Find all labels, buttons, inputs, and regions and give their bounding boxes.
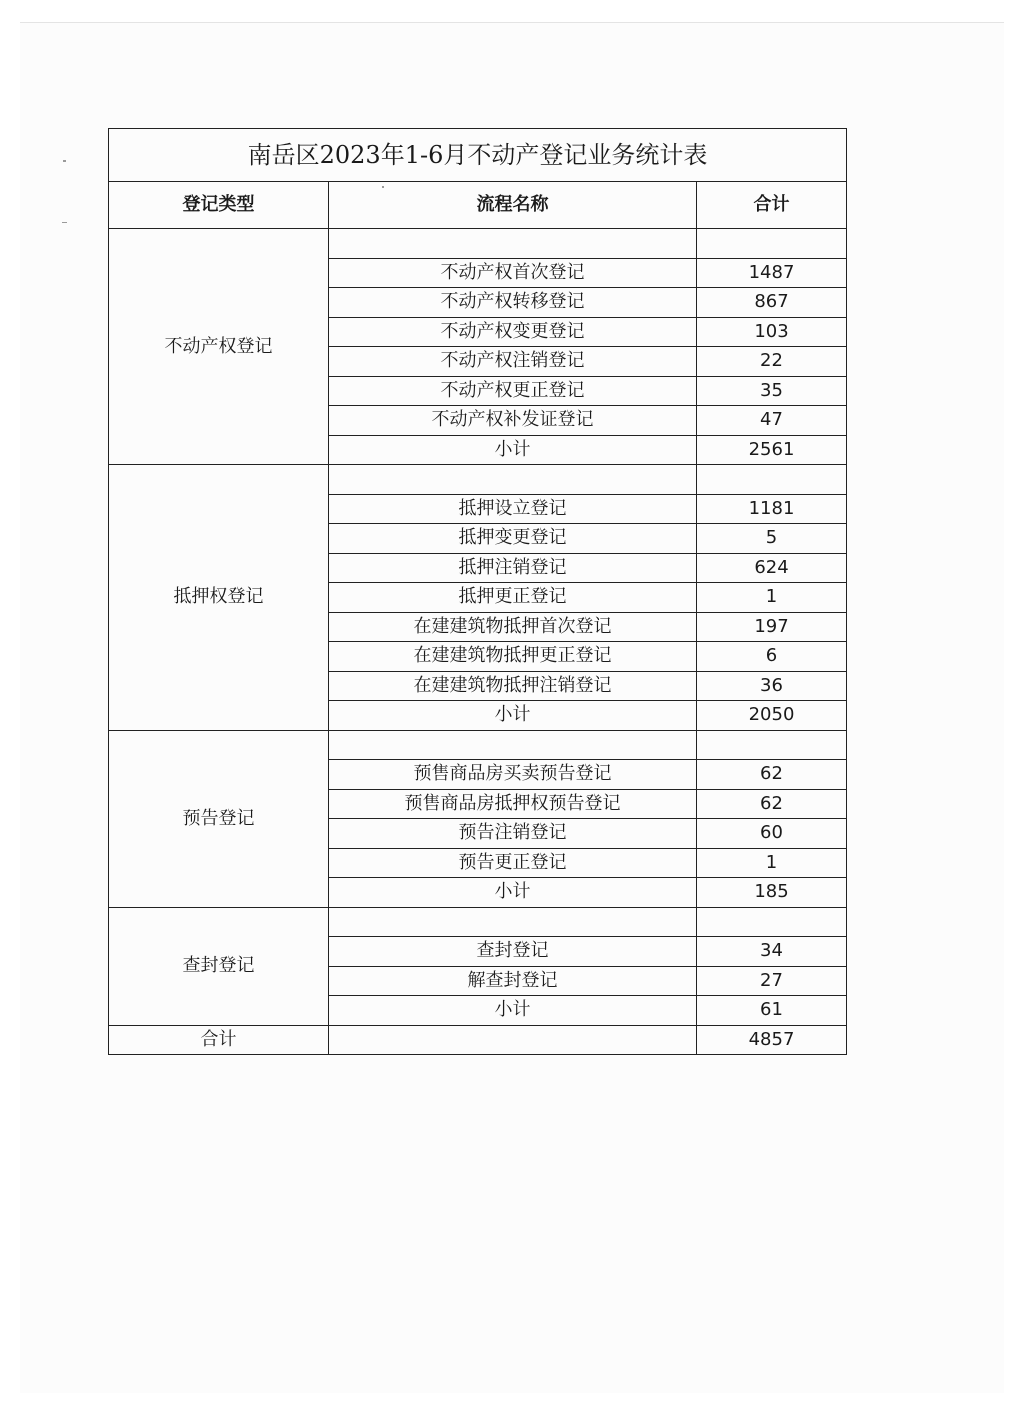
group-name: 预告登记 <box>109 730 329 907</box>
total-cell: 6 <box>697 642 847 672</box>
total-cell: 624 <box>697 553 847 583</box>
group-name: 抵押权登记 <box>109 465 329 731</box>
process-name-cell: 预售商品房买卖预告登记 <box>329 760 697 790</box>
group-blank-row <box>109 907 847 937</box>
group-blank-row <box>109 465 847 495</box>
total-cell: 27 <box>697 966 847 996</box>
process-name-cell: 不动产权首次登记 <box>329 258 697 288</box>
process-name-cell: 不动产权注销登记 <box>329 347 697 377</box>
process-name-cell: 预告注销登记 <box>329 819 697 849</box>
total-cell: 61 <box>697 996 847 1026</box>
process-name-cell: 查封登记 <box>329 937 697 967</box>
process-name-cell: 解查封登记 <box>329 966 697 996</box>
blank-cell <box>697 730 847 760</box>
total-cell: 2561 <box>697 435 847 465</box>
grand-total-row <box>109 1025 847 1055</box>
process-name-cell: 抵押更正登记 <box>329 583 697 613</box>
total-cell: 1 <box>697 583 847 613</box>
process-name-cell: 不动产权转移登记 <box>329 288 697 318</box>
total-cell: 197 <box>697 612 847 642</box>
registration-statistics-table <box>108 128 847 1055</box>
grand-total-process <box>329 1025 697 1055</box>
grand-total-label: 合计 <box>109 1025 329 1055</box>
total-cell: 62 <box>697 789 847 819</box>
process-name-cell: 在建建筑物抵押首次登记 <box>329 612 697 642</box>
total-cell: 867 <box>697 288 847 318</box>
total-cell: 22 <box>697 347 847 377</box>
blank-cell <box>329 465 697 495</box>
total-cell: 1 <box>697 848 847 878</box>
group-name: 不动产权登记 <box>109 229 329 465</box>
total-cell: 2050 <box>697 701 847 731</box>
total-cell: 103 <box>697 317 847 347</box>
process-name-cell: 在建建筑物抵押注销登记 <box>329 671 697 701</box>
header-registration-type: 登记类型 <box>109 182 329 229</box>
blank-cell <box>329 730 697 760</box>
process-name-cell: 在建建筑物抵押更正登记 <box>329 642 697 672</box>
total-cell: 34 <box>697 937 847 967</box>
total-cell: 1487 <box>697 258 847 288</box>
process-name-cell: 不动产权更正登记 <box>329 376 697 406</box>
group-blank-row <box>109 229 847 259</box>
blank-cell <box>697 907 847 937</box>
total-cell: 5 <box>697 524 847 554</box>
blank-cell <box>697 229 847 259</box>
group-name: 查封登记 <box>109 907 329 1025</box>
header-process-name: 流程名称 <box>329 182 697 229</box>
total-cell: 35 <box>697 376 847 406</box>
scan-speck <box>62 222 67 223</box>
process-name-cell: 小计 <box>329 878 697 908</box>
scan-speck <box>63 160 66 162</box>
process-name-cell: 预告更正登记 <box>329 848 697 878</box>
process-name-cell: 预售商品房抵押权预告登记 <box>329 789 697 819</box>
total-cell: 1181 <box>697 494 847 524</box>
total-cell: 185 <box>697 878 847 908</box>
total-cell: 60 <box>697 819 847 849</box>
process-name-cell: 不动产权变更登记 <box>329 317 697 347</box>
process-name-cell: 抵押设立登记 <box>329 494 697 524</box>
process-name-cell: 小计 <box>329 996 697 1026</box>
grand-total-value: 4857 <box>697 1025 847 1055</box>
header-total: 合计 <box>697 182 847 229</box>
total-cell: 36 <box>697 671 847 701</box>
process-name-cell: 小计 <box>329 701 697 731</box>
process-name-cell: 小计 <box>329 435 697 465</box>
blank-cell <box>329 907 697 937</box>
blank-cell <box>697 465 847 495</box>
total-cell: 47 <box>697 406 847 436</box>
total-cell: 62 <box>697 760 847 790</box>
table-title: 南岳区2023年1-6月不动产登记业务统计表 <box>109 129 847 182</box>
process-name-cell: 不动产权补发证登记 <box>329 406 697 436</box>
group-blank-row <box>109 730 847 760</box>
blank-cell <box>329 229 697 259</box>
process-name-cell: 抵押注销登记 <box>329 553 697 583</box>
process-name-cell: 抵押变更登记 <box>329 524 697 554</box>
